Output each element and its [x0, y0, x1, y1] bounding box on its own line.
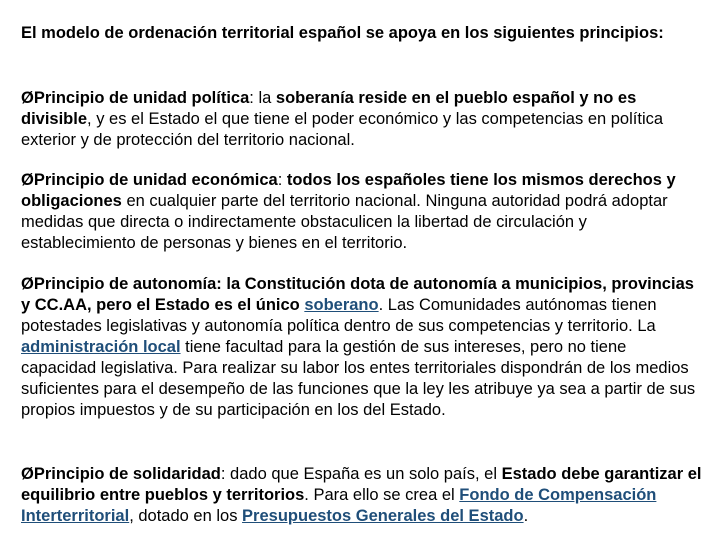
- principle-title: Principio de unidad económica: [33, 171, 278, 189]
- principle-text: , dotado en los: [129, 507, 243, 525]
- arrow-bullet-icon: Ø: [21, 275, 34, 293]
- link-fondo-compensacion[interactable]: Fondo de Compensación Interterritorial: [21, 486, 657, 525]
- arrow-bullet-icon: Ø: [21, 89, 34, 107]
- principle-unidad-politica: [21, 88, 703, 151]
- principle-emphasis: Estado debe garantizar el equilibrio entre pueblos y territorios: [21, 465, 702, 504]
- intro-heading: El modelo de ordenación territorial español se apoya en los siguientes principios:: [21, 24, 664, 42]
- principle-text: : dado que España es un solo país, el: [220, 465, 502, 483]
- principle-unidad-economica: [21, 170, 703, 254]
- arrow-bullet-icon: Ø: [21, 465, 34, 483]
- principle-text: .: [523, 507, 529, 525]
- principle-text: . Para ello se crea el: [304, 486, 460, 504]
- principle-title: Principio de autonomía: [33, 275, 217, 293]
- principle-emphasis: todos los españoles tiene los mismos derechos y obligaciones: [21, 171, 676, 210]
- principle-title: Principio de unidad política: [33, 89, 250, 107]
- principle-solidaridad: [21, 464, 703, 527]
- principle-text: : la: [249, 89, 276, 107]
- principle-autonomia: [21, 274, 703, 421]
- principle-text: en cualquier parte del territorio nacional. Ninguna autoridad podrá adoptar medidas que directa o indirectamente obstaculicen la libertad de circulación y establecimiento de personas y bienes en el territorio.: [21, 192, 668, 252]
- link-soberano[interactable]: soberano: [304, 296, 379, 314]
- principle-emphasis: soberanía reside en el pueblo español y no es divisible: [21, 89, 637, 128]
- principle-text: :: [277, 171, 287, 189]
- arrow-bullet-icon: Ø: [21, 171, 34, 189]
- link-presupuestos-generales[interactable]: Presupuestos Generales del Estado: [242, 507, 524, 525]
- link-administracion-local[interactable]: administración local: [21, 338, 181, 356]
- principle-text: tiene facultad para la gestión de sus intereses, pero no tiene capacidad legislativa. Para realizar su labor los entes territoriales dispondrán de los medios suficientes para el desempeño de las funciones que la ley les atribuye ya sea a partir de sus propios impuestos y de su participación en los del Estado.: [21, 338, 696, 419]
- principle-title: Principio de solidaridad: [33, 465, 221, 483]
- principle-text: . Las Comunidades autónomas tienen potestades legislativas y autonomía política dentro de sus competencias y territorio. La: [21, 296, 657, 335]
- principle-text: , y es el Estado el que tiene el poder económico y las competencias en política exterior y de protección del territorio nacional.: [21, 110, 664, 149]
- principle-emphasis: : la Constitución dota de autonomía a municipios, provincias y CC.AA, pero el Estado es el único: [21, 275, 694, 314]
